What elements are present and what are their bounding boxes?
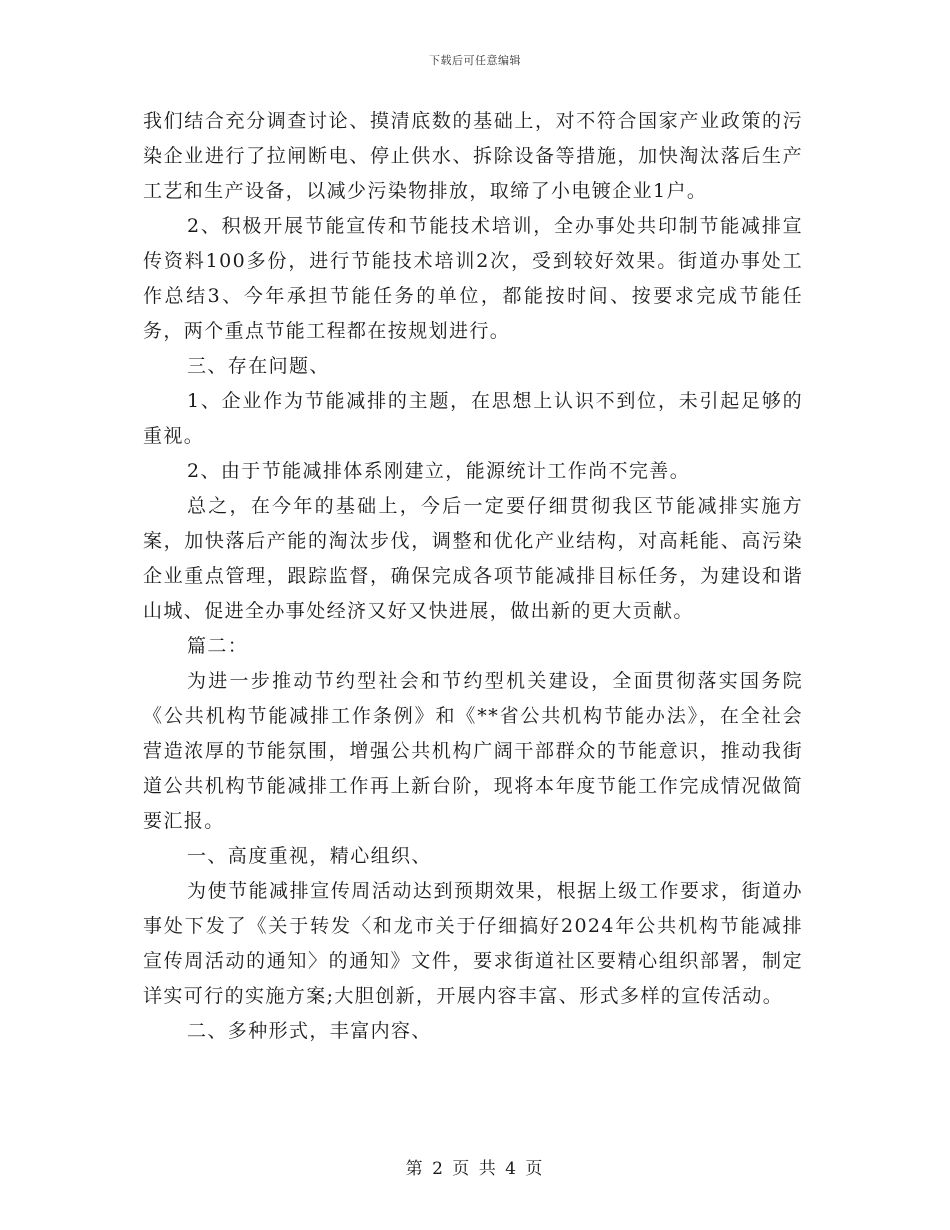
- section-heading: 一、高度重视，精心组织、: [187, 845, 432, 867]
- document-body: [143, 104, 803, 1049]
- page-header: 下载后可任意编辑: [429, 54, 521, 67]
- page-footer: 第 2 页 共 4 页: [405, 1159, 545, 1179]
- paragraph: 2、积极开展节能宣传和节能技术培训，全办事处共印制节能减排宣传资料100多份，进行节能技术培训2次，受到较好效果。街道办事处工作总结3、今年承担节能任务的单位，都能按时间、按要求完成节能任务，两个重点节能工程都在按规划进行。: [143, 215, 803, 342]
- paragraph: 为进一步推动节约型社会和节约型机关建设，全面贯彻落实国务院《公共机构节能减排工作条例》和《**省公共机构节能办法》，在全社会营造浓厚的节能氛围，增强公共机构广阔干部群众的节能意识，推动我街道公共机构节能减排工作再上新台阶，现将本年度节能工作完成情况做简要汇报。: [143, 670, 803, 832]
- section-heading: 二、多种形式，丰富内容、: [187, 1020, 432, 1042]
- section-heading: 三、存在问题、: [187, 355, 330, 377]
- paragraph: 我们结合充分调查讨论、摸清底数的基础上，对不符合国家产业政策的污染企业进行了拉闸断电、停止供水、拆除设备等措施，加快淘汰落后生产工艺和生产设备，以减少污染物排放，取缔了小电镀企业1户。: [143, 110, 803, 202]
- section-heading: 篇二：: [187, 635, 249, 657]
- paragraph: 总之，在今年的基础上，今后一定要仔细贯彻我区节能减排实施方案，加快落后产能的淘汰步伐，调整和优化产业结构，对高耗能、高污染企业重点管理，跟踪监督，确保完成各项节能减排目标任务，为建设和谐山城、促进全办事处经济又好又快进展，做出新的更大贡献。: [143, 495, 803, 622]
- paragraph: 1、企业作为节能减排的主题，在思想上认识不到位，未引起足够的重视。: [143, 390, 803, 447]
- paragraph: 为使节能减排宣传周活动达到预期效果，根据上级工作要求，街道办事处下发了《关于转发〈和龙市关于仔细搞好2024年公共机构节能减排宣传周活动的通知〉的通知》文件，要求街道社区要精心组织部署，制定详实可行的实施方案;大胆创新，开展内容丰富、形式多样的宣传活动。: [143, 880, 803, 1007]
- paragraph: 2、由于节能减排体系刚建立，能源统计工作尚不完善。: [187, 460, 691, 482]
